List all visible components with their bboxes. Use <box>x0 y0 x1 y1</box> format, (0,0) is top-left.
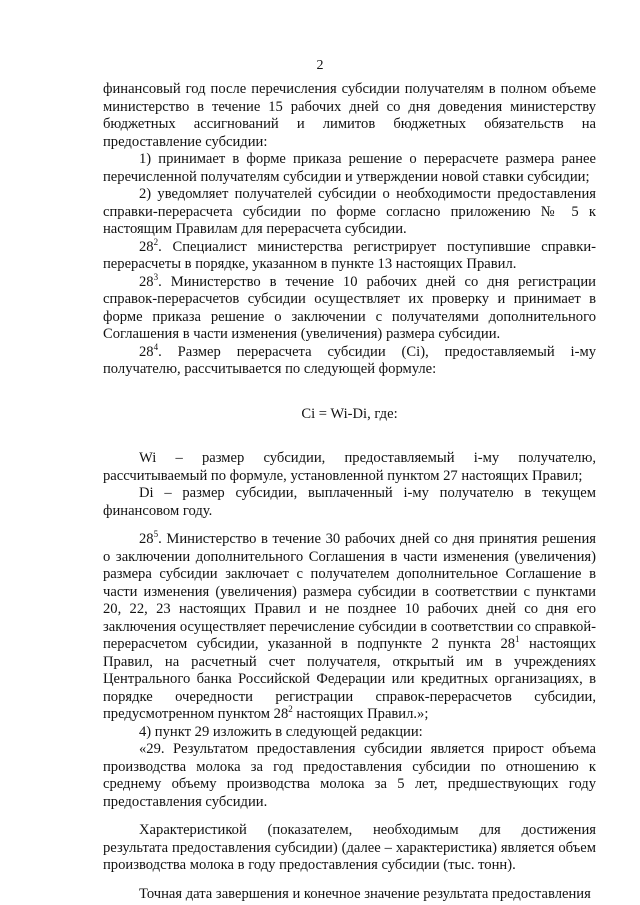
paragraph-28-3 <box>103 271 596 344</box>
document-body <box>103 81 596 903</box>
paragraph-28-5 <box>103 531 596 724</box>
reference-superscript: 2 <box>288 704 293 715</box>
paragraph-wi-definition: Wi – размер субсидии, предоставляемый i-му получателю, рассчитываемый по формуле, установленной пунктом 27 настоящих Правил; <box>103 450 596 484</box>
clause-number: 28 <box>139 238 154 255</box>
clause-text: . Специалист министерства регистрирует поступившие справки-перерасчеты в порядке, указанном в пункте 13 настоящих Правил. <box>103 238 596 272</box>
paragraph-28-2 <box>103 236 596 274</box>
paragraph-29: «29. Результатом предоставления субсидии является прирост объема производства молока за год предоставления субсидии по отношению к среднему объему производства молока за 5 лет, предшествующих году предоставления субсидии. <box>103 741 596 810</box>
clause-text: . Размер перерасчета субсидии (Ci), предоставляемый i-му получателю, рассчитывается по следующей формуле: <box>103 343 596 377</box>
formula: Ci = Wi-Di, где: <box>301 405 398 422</box>
paragraph-characteristic: Характеристикой (показателем, необходимым для достижения результата предоставления субсидии) (далее – характеристика) является объем производства молока в году предоставления субсидии (тыс. тонн). <box>103 822 596 873</box>
paragraph-item-2: 2) уведомляет получателей субсидии о необходимости предоставления справки-перерасчета субсидии по форме согласно приложению № 5 к настоящим Правилам для перерасчета субсидии. <box>103 186 596 237</box>
clause-superscript: 3 <box>153 271 159 282</box>
clause-superscript: 4 <box>153 341 159 352</box>
clause-text: . Министерство в течение 10 рабочих дней со дня регистрации справок-перерасчетов субсидии осуществляет их проверку и принимает в форме приказа решение о заключении с получателями дополнительного Соглашения в части изменения (увеличения) размера субсидии. <box>103 273 596 342</box>
paragraph-di-definition: Di – размер субсидии, выплаченный i-му получателю в текущем финансовом году. <box>103 485 596 519</box>
clause-number: 28 <box>139 273 154 290</box>
paragraph-intro: финансовый год после перечисления субсидии получателям в полном объеме министерство в течение 15 рабочих дней со дня доведения министерству бюджетных ассигнований и лимитов бюджетных обязательств на предоставление субсидии: <box>103 81 596 150</box>
paragraph-28-4 <box>103 341 596 379</box>
reference-superscript: 1 <box>515 634 520 645</box>
page-number: 2 <box>316 58 324 73</box>
clause-number: 28 <box>139 343 154 360</box>
paragraph-item-4: 4) пункт 29 изложить в следующей редакции: <box>139 723 423 740</box>
clause-superscript: 5 <box>153 529 159 540</box>
paragraph-final: Точная дата завершения и конечное значение результата предоставления <box>139 885 591 902</box>
clause-text: . Министерство в течение 30 рабочих дней со дня принятия решения о заключении дополнительного Соглашения в части изменения (увеличения) размера субсидии заключает с получателем дополнительное Соглашение в части изменения (увеличения) размера субсидии в соответствии с пунктами 20, 22, 23 настоящих Правил и не позднее 10 рабочих дней со дня его заключения осуществляет перечисление субсидии в соответствии со справкой-перерасчетом субсидии, указанной в подпункте 2 пункта 28 <box>103 531 596 652</box>
clause-text-end: настоящих Правил.»; <box>292 706 429 722</box>
clause-number: 28 <box>139 531 154 547</box>
paragraph-item-1: 1) принимает в форме приказа решение о перерасчете размера ранее перечисленной получателям субсидии и утверждении новой ставки субсидии; <box>103 151 596 185</box>
clause-superscript: 2 <box>153 236 159 247</box>
clause-text-continued: настоящих Правил, на расчетный счет получателя, открытый им в учреждениях Центрального банка Российской Федерации или кредитных организациях, в порядке очередности регистрации справок-перерасчетов субсидии, предусмотренном пунктом 28 <box>103 636 596 722</box>
